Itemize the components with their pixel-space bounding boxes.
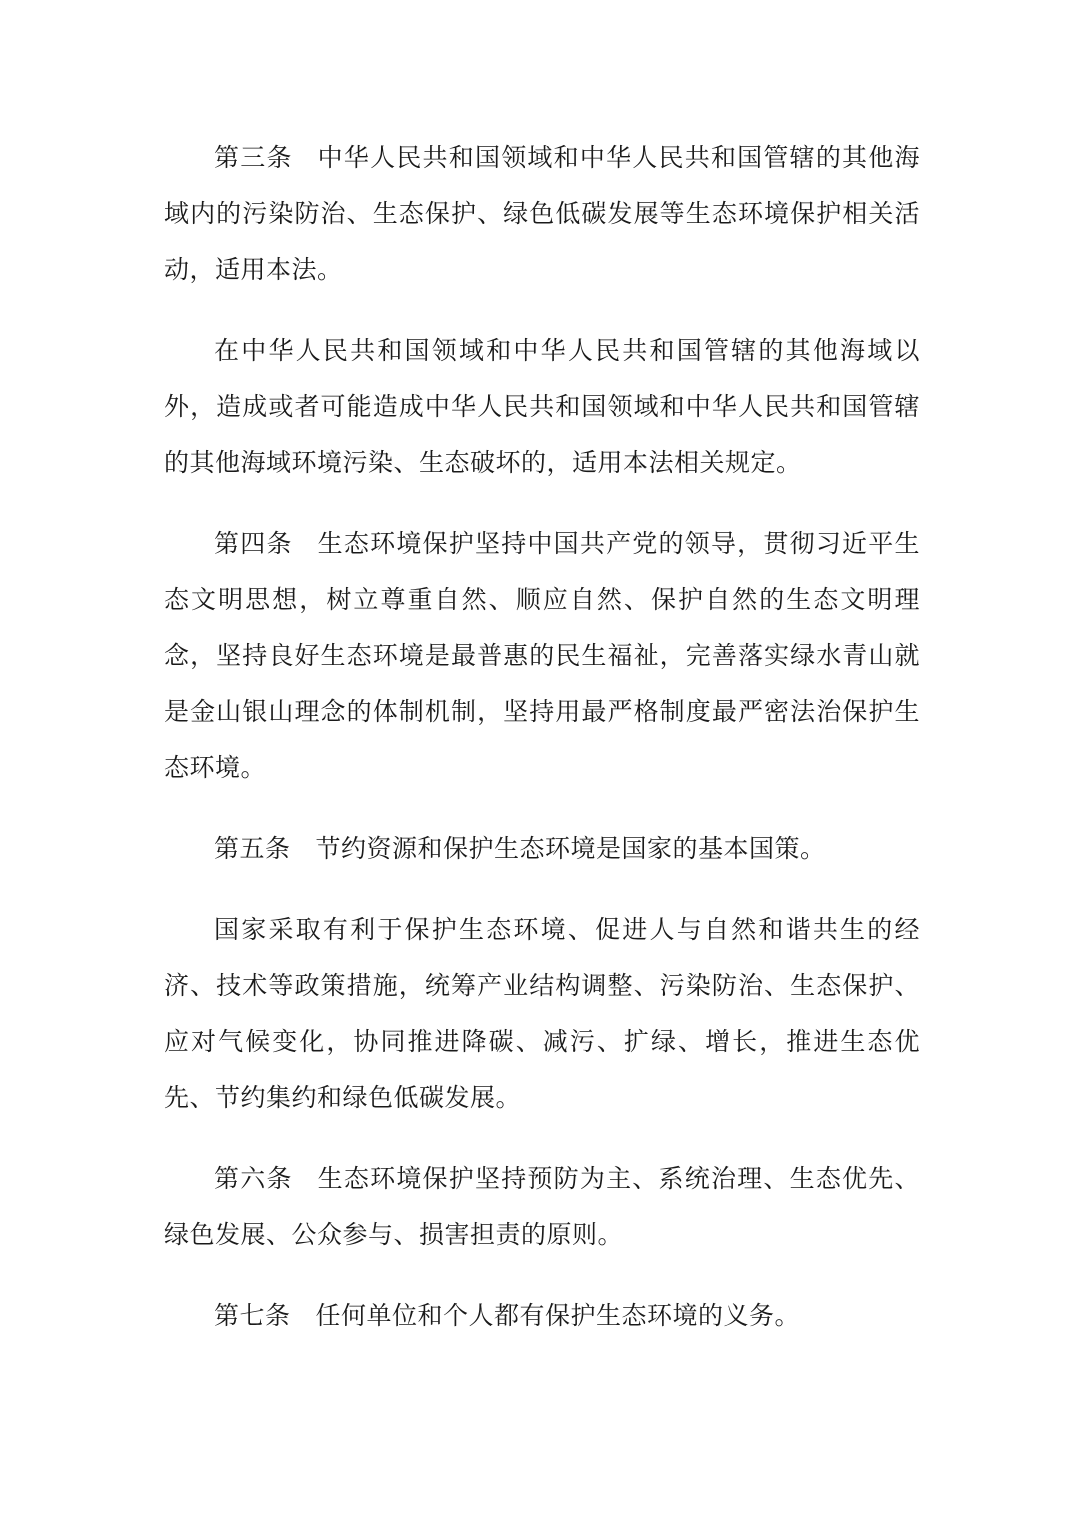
paragraph-article-5-clause-2	[164, 902, 920, 1126]
paragraph-article-3-clause-2	[164, 323, 920, 491]
paragraph-article-3	[164, 130, 920, 298]
paragraph-text: 任何单位和个人都有保护生态环境的义务。	[315, 1301, 801, 1330]
paragraph-article-7	[164, 1288, 920, 1344]
paragraph-article-6	[164, 1151, 920, 1263]
document-page	[164, 130, 920, 1344]
paragraph-text: 在中华人民共和国领域和中华人民共和国管辖的其他海域以外，造成或者可能造成中华人民共和国领域和中华人民共和国管辖的其他海域环境污染、生态破坏的，适用本法相关规定。	[164, 336, 920, 477]
article-number: 第四条	[214, 529, 293, 558]
paragraph-text: 节约资源和保护生态环境是国家的基本国策。	[315, 834, 826, 863]
article-number: 第五条	[214, 834, 291, 863]
article-number: 第三条	[214, 143, 293, 172]
paragraph-text: 生态环境保护坚持预防为主、系统治理、生态优先、绿色发展、公众参与、损害担责的原则。	[164, 1164, 920, 1249]
paragraph-text: 中华人民共和国领域和中华人民共和国管辖的其他海域内的污染防治、生态保护、绿色低碳发展等生态环境保护相关活动，适用本法。	[164, 143, 920, 284]
paragraph-article-4	[164, 516, 920, 796]
paragraph-text: 国家采取有利于保护生态环境、促进人与自然和谐共生的经济、技术等政策措施，统筹产业结构调整、污染防治、生态保护、应对气候变化，协同推进降碳、减污、扩绿、增长，推进生态优先、节约集约和绿色低碳发展。	[164, 915, 920, 1112]
article-number: 第七条	[214, 1301, 291, 1330]
article-number: 第六条	[214, 1164, 293, 1193]
paragraph-text: 生态环境保护坚持中国共产党的领导，贯彻习近平生态文明思想，树立尊重自然、顺应自然、保护自然的生态文明理念，坚持良好生态环境是最普惠的民生福祉，完善落实绿水青山就是金山银山理念的体制机制，坚持用最严格制度最严密法治保护生态环境。	[164, 529, 920, 782]
paragraph-article-5	[164, 821, 920, 877]
